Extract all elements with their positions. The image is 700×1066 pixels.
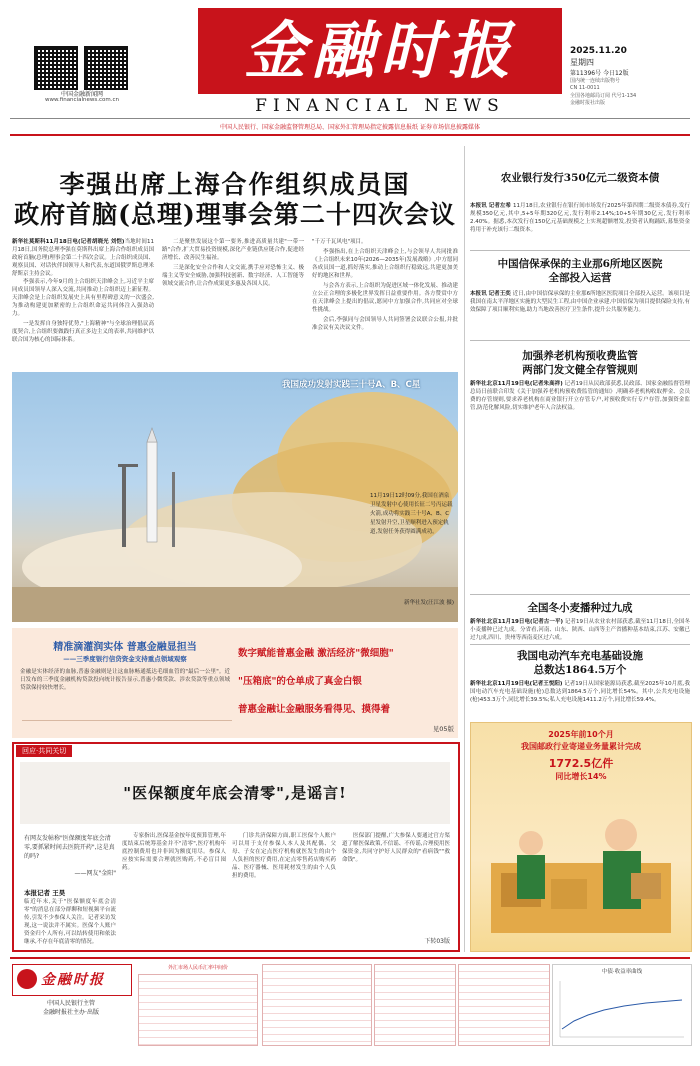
weekday: 星期四 [570, 58, 594, 67]
art5-byline: 新华社北京11月19日电(记者王悦阳) [470, 681, 563, 687]
promo-subtitle: ——三季度银行信贷资金支持重点领域观察 [63, 655, 187, 663]
footer-host: 中国人民银行主管 [46, 1000, 95, 1007]
cn-code-label: 国内统一连续出版物号 [570, 78, 621, 84]
art2-body [470, 290, 690, 336]
postal-code: 全国各地邮局订阅 代号1-134 [570, 93, 637, 99]
rumor-section-tag: 回应·共同关切 [16, 745, 72, 757]
art5-text: 记者19日从国家能源局获悉,截至2025年10月底,我国电动汽车充电基础设施(枪)总数达到1864.5万个,同比增长54%。其中,公共充电设施(枪)453.3万个,同比增长39.5%;私人充电设施1411.2万个,同比增长59.4%。 [470, 681, 690, 703]
rates-table [138, 974, 258, 1046]
rates-table-4 [458, 964, 550, 1046]
promo-title[interactable]: 精准滴灌润实体 普惠金融显担当 [53, 642, 197, 653]
rates-table-3 [374, 964, 456, 1046]
art5-body [470, 680, 690, 720]
lead-para-2: 李强表示,今年9月的上合组织天津峰会上,习近平主席同成员国领导人深入交流,共同推动上合组织迈上新征程。天津峰会是上合组织发展史上具有里程碑意义的一次盛会,为推动构建更加紧密的上合组织命运共同体注入强劲动力。 [12, 279, 154, 317]
qr-code-right-icon [84, 46, 128, 90]
photo-caption: 11月19日12时09分,我国在酒泉卫星发射中心使用长征二号丙运载火箭,成功将实践三十号A、B、C星发射升空,卫星顺利进入预定轨道,发射任务获得圆满成功。 [370, 493, 453, 535]
art2-byline: 本报讯 记者王奕 [470, 291, 511, 297]
website-url[interactable]: www.financialnews.com.cn [45, 97, 119, 103]
rates-table-2 [262, 964, 372, 1046]
column-divider [464, 146, 465, 952]
art4-text: 记者19日从农业农村部获悉,截至11月18日,全国冬小麦播种已过九成。分省看,河南、山东、陕西、山西等主产省播种基本结束,江苏、安徽已过九成,四川、贵州等西南麦区过六成。 [470, 619, 690, 640]
issue-date: 2025.11.20 [570, 46, 627, 56]
cn-number: CN 11-0011 [570, 85, 600, 91]
paper-title: 金融时报 [243, 14, 516, 87]
rumor-body-1: 临近年末,关于"医保额度年底会清零"的消息在部分群聊和短视频平台流传,引发不少参保人关注。记者采访发现,这一说法并不属实。医保个人账户资金归个人所有,可以结转使用和依法继承,不存在年底清零的情况。 [24, 899, 116, 944]
art2-divider [470, 340, 690, 341]
rumor-body-4: 医保部门提醒,广大参保人要通过官方渠道了解医保政策,不信谣、不传谣,合理使用医保资金,共同守护好人民群众的"看病钱""救命钱"。 [342, 833, 450, 863]
lead-headline-line-2: 政府首脑(总理)理事会第二十四次会议 [14, 200, 456, 229]
rumor-quote-attribution: ——网友"金阳" [74, 870, 116, 877]
ad-line-4: 同比增长14% [555, 772, 607, 781]
promo-divider [22, 720, 232, 721]
ad-line-2: 我国邮政行业寄递业务量累计完成 [521, 742, 641, 751]
footer-logo-box [12, 964, 132, 996]
footer-rule [10, 957, 690, 959]
footer-logo-icon [17, 969, 37, 989]
art2-text: 近日,由中国信保承保的主业那6所地区医院项目全部投入运营。该项目是我国在南太平洋地区实施的大型民生工程,由中国企业承建,中国信保为项目提供保险支持,有效保障了项目顺利实施,助力当地改善医疗卫生条件,提升公共服务能力。 [470, 291, 690, 313]
lead-headline-line-1: 李强出席上海合作组织成员国 [59, 170, 411, 199]
art3-byline: 新华社北京11月19日电(记者朱高祥) [470, 381, 563, 387]
promo-body: 金融是实体经济的血脉,普惠金融则是让这血脉畅通抵达毛细血管的"最后一公里"。近日发布的三季度金融机构贷款投向统计报告显示,普惠小微贷款、涉农贷款等重点领域贷款保持较快增长。 [20, 669, 230, 691]
ad-line-1: 2025年前10个月 [548, 730, 614, 739]
lead-byline: 新华社莫斯科11月18日电(记者胡晓光 刘恺) [12, 239, 125, 245]
masthead-divider [10, 118, 690, 119]
rumor-continued[interactable]: 下转03版 [424, 938, 450, 945]
rumor-reporter: 本报记者 王昊 [24, 889, 66, 897]
rumor-body-3: 门诊共济保障方面,职工医保个人账户可以用于支付参保人本人及其配偶、父母、子女在定点医疗机构就医发生的由个人负担的医疗费用,在定点零售药店购买药品、医疗器械、医用耗材发生的由个人负担的费用。 [232, 833, 336, 879]
promo-see-page[interactable]: 见05版 [432, 725, 454, 733]
issue-number: 第11396号 今日12版 [570, 70, 629, 77]
postal-advert[interactable] [470, 722, 692, 952]
yield-curve-title: 中债·收益率曲线 [601, 969, 643, 975]
lead-para-4: 二是聚焦发展这个第一要务,推进高质量共建"一带一路"合作,扩大贸易投资规模,深化产业链供应链合作,促进经济增长、改善民生福祉。 [162, 239, 304, 261]
art4-byline: 新华社北京11月19日电(记者古一平) [470, 619, 564, 625]
lead-column-1 [12, 238, 154, 368]
rates-table-title: 外汇市场人民币汇率中间价 [167, 965, 228, 971]
art4-body [470, 618, 690, 640]
masthead-tagline: 中国人民银行、国家金融监督管理总局、国家外汇管理局指定披露信息报纸 证券市场信息披露媒体 [220, 124, 480, 131]
photo-credit: 新华社发(汪江波 摄) [403, 600, 454, 606]
footer-paper-title: 金融时报 [41, 972, 105, 988]
art5-headline-line-2: 总数达1864.5万个 [533, 664, 627, 676]
photo-caption-title: 我国成功发射实践三十号A、B、C星 [282, 380, 421, 390]
lead-para-5: 三是深化安全合作和人文交流,携手应对恐怖主义、极端主义等安全威胁,加强科技创新、数字经济、人工智能等领域交流合作,让合作成果更多惠及各国人民。 [162, 265, 304, 287]
ad-line-3: 1772.5亿件 [548, 757, 614, 770]
footer-publisher: 金融时报社主办·出版 [43, 1009, 99, 1016]
rates-table-block [138, 964, 258, 1044]
rumor-headline: "医保额度年底会清零",是谣言! [123, 784, 347, 802]
art3-body [470, 380, 690, 590]
lead-column-2 [162, 238, 304, 368]
promo-link-3[interactable]: 普惠金融让金融服务看得见、摸得着 [238, 704, 391, 715]
lead-para-8: 与会各方表示,上合组织为促进区域一体化发展、推动建立公正合理的多极化世界发挥日益重要作用。各方赞赏中方在天津峰会上提出的倡议,愿同中方加强合作,共同应对全球性挑战。 [312, 283, 458, 313]
promo-link-1[interactable]: 数字赋能普惠金融 激活经济"微细胞" [238, 648, 394, 659]
yield-curve-panel [552, 964, 692, 1046]
publisher-label: 金融时报社出版 [570, 100, 606, 106]
promo-link-2[interactable]: "压箱底"的仓单成了真金白银 [238, 676, 362, 687]
art3-headline-line-1: 加强养老机构预收费监管 [522, 350, 638, 362]
art5-headline-line-1: 我国电动汽车充电基础设施 [517, 650, 643, 662]
art1-text: 11月18日,农业银行在银行间市场发行2025年第四期二级资本债券,发行规模350亿元,其中,5+5年期320亿元,发行利率2.14%;10+5年期30亿元,发行利率2.40%。据悉,本次发行在150亿元基础规模之上实现超额增发,投资者认购踊跃,募集资金将用于补充该行二级资本。 [470, 203, 690, 233]
art3-headline-line-2: 两部门发文健全存管规则 [522, 364, 638, 376]
art1-divider [470, 250, 690, 251]
lead-para-3: 一是发挥自身独特优势,"上海精神"与全球治理倡议高度契合,上合组织要做践行真正多边主义的表率,共同维护以联合国为核心的国际体系。 [12, 321, 154, 343]
lead-para-1: 当地时间11月18日,国务院总理李强在莫斯科出席上海合作组织成员国政府首脑(总理)理事会第二十四次会议。上合组织成员国、观察员国、对话伙伴国领导人和代表,东道国俄罗斯总理米舒斯京主持会议。 [12, 239, 154, 277]
art1-body [470, 202, 690, 246]
lead-para-9: 会后,李强同与会国领导人共同签署会议联合公报,并批准会议有关决议文件。 [312, 317, 458, 331]
art1-headline: 农业银行发行350亿元二级资本债 [500, 172, 660, 184]
art2-headline-line-1: 中国信保承保的主业那6所地区医院 [497, 258, 663, 270]
lead-para-7: 李强指出,在上合组织天津峰会上,与会领导人共同批准《上合组织未来10年(2026—2035年)发展战略》,中方愿同各成员国一道,抓好落实,推动上合组织行稳致远,共建更加美好的地区和世界。 [312, 249, 458, 279]
masthead-banner [198, 8, 562, 94]
art2-headline-line-2: 全部投入运营 [548, 272, 612, 284]
art4-headline: 全国冬小麦播种过九成 [527, 602, 633, 614]
yield-curve-chart [554, 977, 690, 1043]
rumor-quote: 有网友发帖称"医保额度年底会清零,要抓紧时间去医院开药",这是真的吗? [24, 835, 115, 860]
lead-para-6: "千万千瓦风电"项目。 [312, 239, 367, 245]
lead-column-3 [312, 238, 458, 368]
art4-divider [470, 644, 690, 645]
art3-text: 记者19日从民政部获悉,民政部、国家金融监督管理总局日前联合印发《关于加强养老机构预收费监管的通知》,明确养老机构收取押金、会员费的存管规则,要求养老机构在商业银行开立存管专户,对预收费实行专户存管,加强资金监管,防范化解风险,切实维护老年人合法权益。 [470, 381, 690, 411]
masthead-rule [10, 134, 690, 136]
art1-byline: 本报讯 记者左希 [470, 203, 512, 209]
art3-divider [470, 594, 690, 595]
website-label: 中国金融新闻网 [60, 91, 103, 98]
rumor-body-2: 专家指出,医保基金按年度预算管理,年度结束后统筹基金并不"清零",医疗机构年底控制费用也并非因为额度用尽。参保人应按实际需要合理就医购药,不必盲目囤药。 [122, 833, 226, 871]
paper-subtitle: FINANCIAL NEWS [255, 96, 505, 116]
qr-code-left-icon [34, 46, 78, 90]
